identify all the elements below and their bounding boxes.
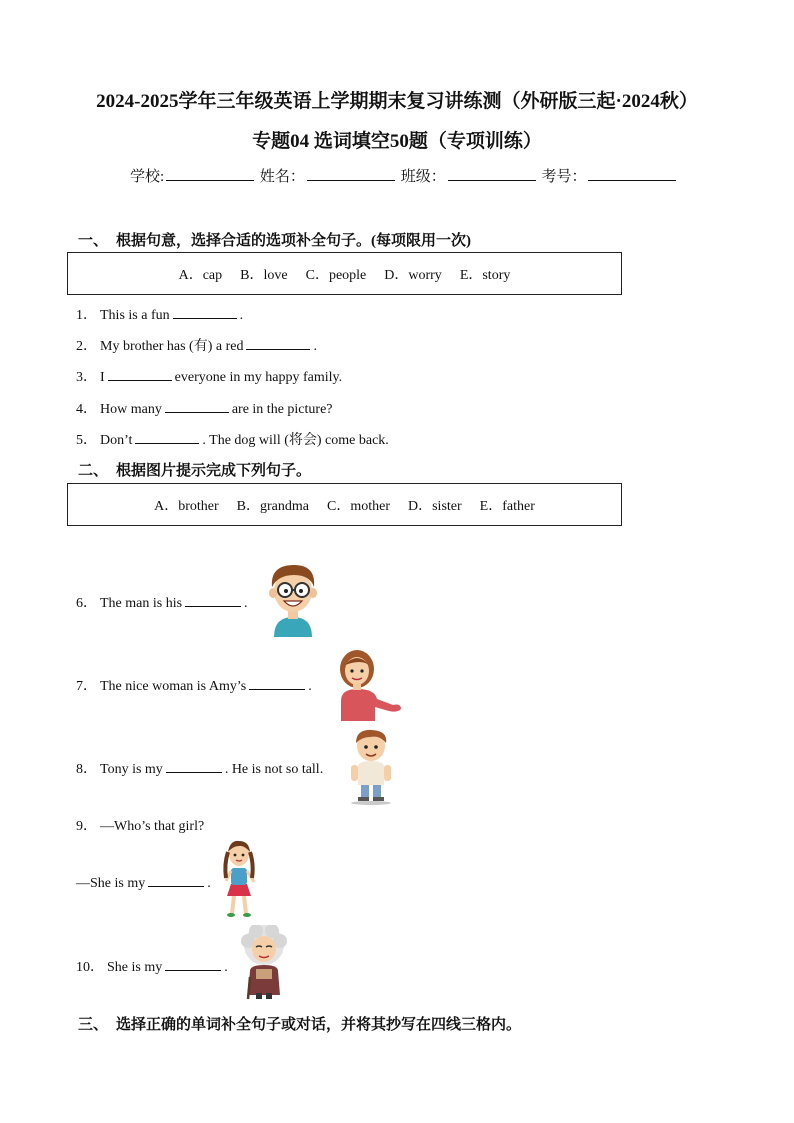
section-1-heading [78, 229, 471, 250]
question-text: The nice woman is Amy’s [100, 679, 247, 694]
question-text: . [224, 960, 228, 975]
school-label: 学校: [130, 169, 165, 185]
question-text: —She is my [76, 876, 146, 891]
father-illustration [264, 561, 322, 637]
question-text: are in the picture? [231, 402, 333, 417]
question-10 [76, 956, 228, 976]
question-text: everyone in my happy family. [174, 370, 343, 385]
question-6 [76, 592, 248, 612]
question-text: How many [100, 402, 162, 417]
question-8 [76, 758, 323, 778]
question-text: . [239, 308, 244, 323]
question-5 [76, 429, 389, 449]
answer-blank[interactable] [148, 872, 204, 887]
question-2 [76, 335, 317, 355]
question-text: . He is not so tall. [224, 762, 324, 777]
section-1-title: 根据句意，选择合适的选项补全句子。(每项限用一次) [116, 233, 471, 249]
exam-no-blank[interactable] [588, 166, 676, 181]
question-number: 6． [76, 596, 97, 611]
question-7 [76, 675, 312, 695]
answer-blank[interactable] [135, 429, 199, 444]
answer-blank[interactable] [108, 366, 172, 381]
grandma-illustration [236, 925, 292, 1001]
word-option: D．sister [408, 498, 462, 514]
word-option: A．cap [178, 267, 223, 283]
question-text: . The dog will (将会) come back. [202, 433, 389, 448]
word-option: A．brother [154, 498, 219, 514]
word-option: E．father [479, 498, 535, 514]
question-text: The man is his [100, 596, 183, 611]
question-number: 1． [76, 308, 97, 323]
question-text: Don’t [100, 433, 133, 448]
exam-no-label: 考号： [541, 169, 587, 185]
question-text: My brother has (有) a red [100, 339, 244, 354]
section-3-number: 三、 [78, 1017, 109, 1033]
word-option: C．people [305, 267, 367, 283]
question-number: 5． [76, 433, 97, 448]
word-option: E．story [459, 267, 511, 283]
question-number: 10． [76, 960, 104, 975]
class-blank[interactable] [448, 166, 536, 181]
question-9-prompt [76, 815, 204, 835]
question-number: 4． [76, 402, 97, 417]
answer-blank[interactable] [246, 335, 310, 350]
answer-blank[interactable] [165, 956, 221, 971]
question-text: . [313, 339, 317, 354]
page-subtitle: 专题04 选词填空50题（专项训练） [252, 131, 542, 152]
brother-illustration [346, 727, 396, 805]
class-label: 班级： [400, 169, 446, 185]
section-1-word-bank [67, 252, 622, 295]
page-title: 2024-2025学年三年级英语上学期期末复习讲练测（外研版三起·2024秋） [96, 91, 698, 112]
question-number: 8． [76, 762, 97, 777]
question-9-answer [76, 872, 211, 892]
word-option: B．grandma [236, 498, 309, 514]
answer-blank[interactable] [166, 758, 222, 773]
word-option: C．mother [327, 498, 390, 514]
question-text: She is my [107, 960, 163, 975]
section-3-title: 选择正确的单词补全句子或对话，并将其抄写在四线三格内。 [116, 1017, 522, 1033]
question-text: —Who’s that girl? [100, 819, 205, 834]
answer-blank[interactable] [165, 398, 229, 413]
question-1 [76, 304, 243, 324]
question-4 [76, 398, 333, 418]
section-2-number: 二、 [78, 463, 109, 479]
answer-blank[interactable] [173, 304, 237, 319]
question-number: 7． [76, 679, 97, 694]
section-3-heading [78, 1013, 521, 1034]
answer-blank[interactable] [185, 592, 241, 607]
question-3 [76, 366, 342, 386]
section-1-number: 一、 [78, 233, 109, 249]
word-option: B．love [240, 267, 288, 283]
section-2-word-bank [67, 483, 622, 526]
name-blank[interactable] [307, 166, 395, 181]
question-text: Tony is my [100, 762, 163, 777]
question-text: . [207, 876, 211, 891]
question-number: 3． [76, 370, 97, 385]
name-label: 姓名： [259, 169, 305, 185]
section-2-title: 根据图片提示完成下列句子。 [116, 463, 312, 479]
section-2-heading [78, 459, 311, 480]
word-option: D．worry [384, 267, 442, 283]
student-info-line [130, 165, 678, 186]
school-blank[interactable] [166, 166, 254, 181]
question-text: I [100, 370, 105, 385]
question-text: This is a fun [100, 308, 170, 323]
question-text: . [244, 596, 248, 611]
answer-blank[interactable] [249, 675, 305, 690]
question-number: 2． [76, 339, 97, 354]
mother-illustration [335, 649, 405, 721]
sister-illustration [218, 838, 260, 918]
question-number: 9． [76, 819, 97, 834]
question-text: . [308, 679, 312, 694]
